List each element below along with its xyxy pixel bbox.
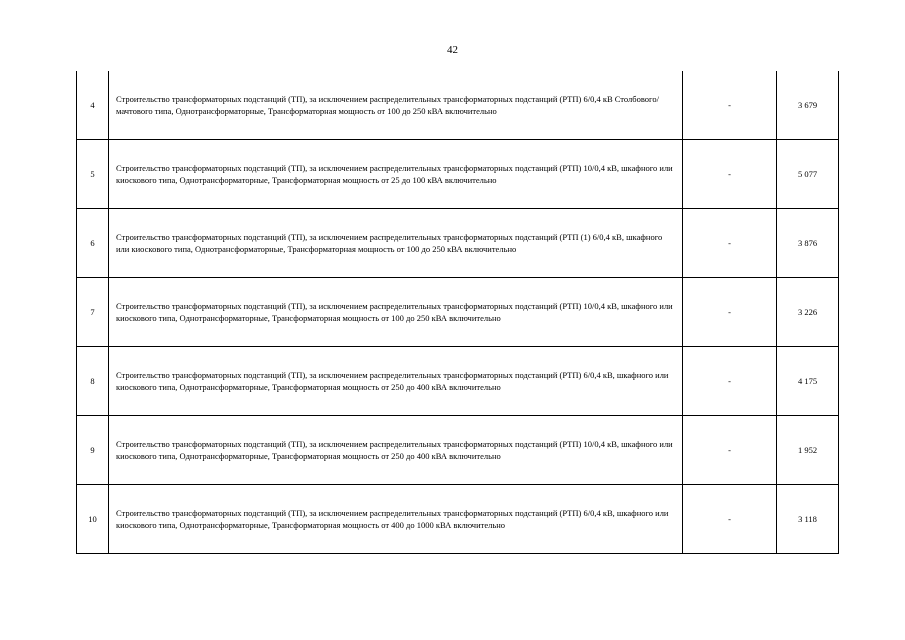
row-number: 5 [77,140,109,209]
row-number: 9 [77,416,109,485]
table-row [77,140,839,209]
row-number: 10 [77,485,109,554]
row-dash: - [683,140,777,209]
table-row [77,71,839,140]
row-description: Строительство трансформаторных подстанций (ТП), за исключением распределительных трансформаторных подстанций (РТП) 10/0,4 кВ, шкафного или киоскового типа, Однотрансформаторные, Трансформаторная мощность от 100 до 250 кВА включительно [109,278,683,347]
row-description: Строительство трансформаторных подстанций (ТП), за исключением распределительных трансформаторных подстанций (РТП) 10/0,4 кВ, шкафного или киоскового типа, Однотрансформаторные, Трансформаторная мощность от 250 до 400 кВА включительно [109,416,683,485]
row-dash: - [683,71,777,140]
row-description: Строительство трансформаторных подстанций (ТП), за исключением распределительных трансформаторных подстанций (РТП) 10/0,4 кВ, шкафного или киоскового типа, Однотрансформаторные, Трансформаторная мощность от 25 до 100 кВА включительно [109,140,683,209]
row-value: 1 952 [777,416,839,485]
row-description: Строительство трансформаторных подстанций (ТП), за исключением распределительных трансформаторных подстанций (РТП) 6/0,4 кВ Столбового/мачтового типа, Однотрансформаторные, Трансформаторная мощность от 100 до 250 кВА включительно [109,71,683,140]
row-dash: - [683,416,777,485]
row-description: Строительство трансформаторных подстанций (ТП), за исключением распределительных трансформаторных подстанций (РТП (1) 6/0,4 кВ, шкафного или киоскового типа, Однотрансформаторные, Трансформаторная мощность от 100 до 250 кВА включительно [109,209,683,278]
table-row [77,485,839,554]
row-value: 3 679 [777,71,839,140]
table-row [77,416,839,485]
row-number: 4 [77,71,109,140]
row-dash: - [683,278,777,347]
table-row [77,278,839,347]
row-value: 4 175 [777,347,839,416]
row-value: 3 118 [777,485,839,554]
tariff-table [76,71,839,554]
row-description: Строительство трансформаторных подстанций (ТП), за исключением распределительных трансформаторных подстанций (РТП) 6/0,4 кВ, шкафного или киоскового типа, Однотрансформаторные, Трансформаторная мощность от 400 до 1000 кВА включительно [109,485,683,554]
row-number: 8 [77,347,109,416]
table-row [77,209,839,278]
row-value: 3 226 [777,278,839,347]
page-number: 42 [447,44,458,56]
row-value: 5 077 [777,140,839,209]
row-dash: - [683,209,777,278]
row-number: 7 [77,278,109,347]
row-dash: - [683,485,777,554]
row-number: 6 [77,209,109,278]
row-dash: - [683,347,777,416]
table-row [77,347,839,416]
row-description: Строительство трансформаторных подстанций (ТП), за исключением распределительных трансформаторных подстанций (РТП) 6/0,4 кВ, шкафного или киоскового типа, Однотрансформаторные, Трансформаторная мощность от 250 до 400 кВА включительно [109,347,683,416]
row-value: 3 876 [777,209,839,278]
